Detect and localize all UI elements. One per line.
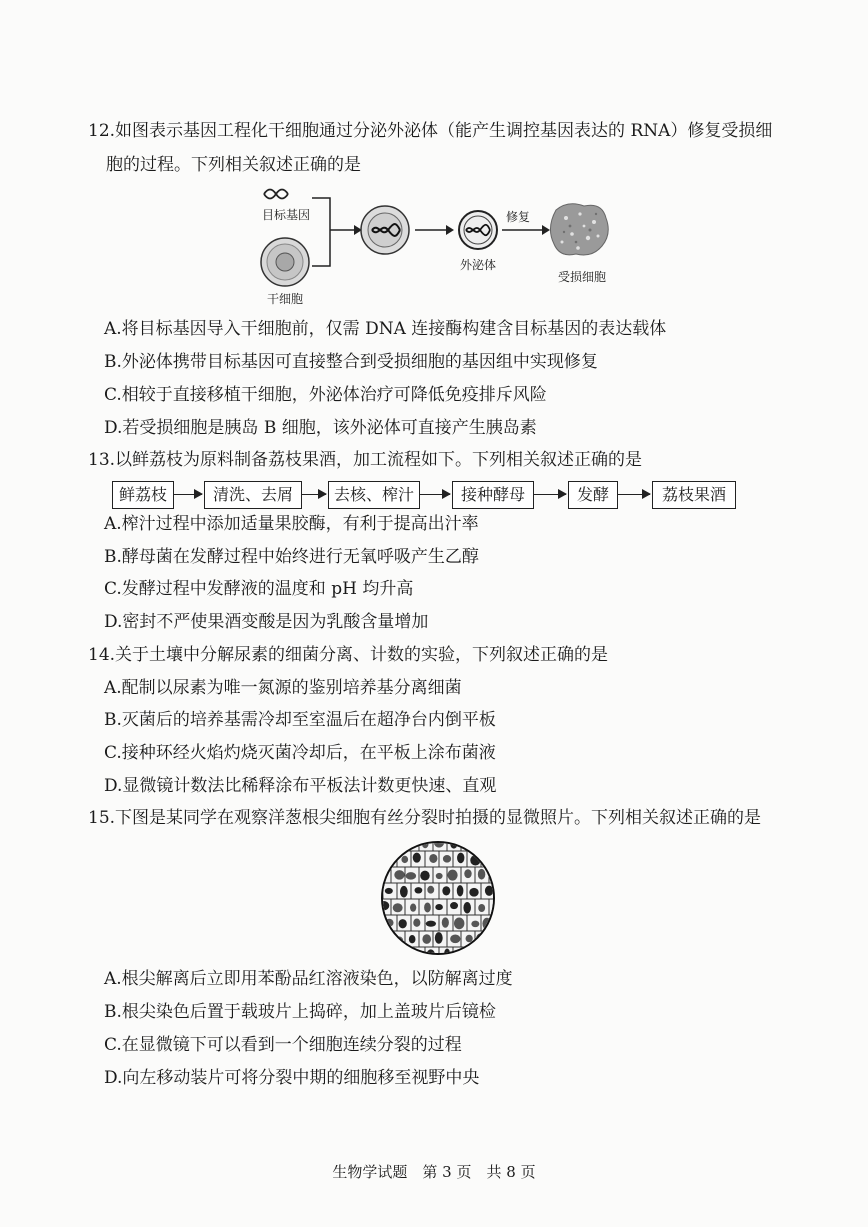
flow-arrow-1	[174, 494, 202, 495]
q15-option-b: B.根尖染色后置于载玻片上捣碎，加上盖玻片后镜检	[104, 1002, 496, 1022]
micrograph-nucleus	[422, 934, 431, 944]
micrograph-nucleus	[435, 932, 443, 944]
micrograph-cell	[481, 947, 495, 955]
micrograph-nucleus	[399, 919, 407, 928]
flow-step-4: 接种酵母	[452, 481, 534, 509]
page-footer: 生物学试题 第 3 页 共 8 页	[332, 1163, 536, 1181]
micrograph-nucleus	[393, 841, 403, 847]
micrograph-cell	[489, 841, 496, 851]
flow-step-5: 发酵	[568, 481, 618, 509]
stem-cell-label: 干细胞	[267, 292, 304, 306]
q14-option-a: A.配制以尿素为唯一氮源的鉴别培养基分离细菌	[104, 678, 462, 698]
q15-micrograph	[380, 841, 496, 955]
flow-step-3: 去核、榨汁	[328, 481, 420, 509]
micrograph-nucleus	[478, 869, 485, 880]
flow-step-2: 清洗、去屑	[204, 481, 302, 509]
micrograph-nucleus	[426, 921, 436, 927]
micrograph-nucleus	[393, 903, 403, 912]
arrow-3-head	[542, 225, 550, 235]
micrograph-nucleus	[457, 853, 464, 864]
q15-stem: 15.下图是某同学在观察洋葱根尖细胞有丝分裂时拍摄的显微照片。下列相关叙述正确的是	[88, 808, 762, 828]
q15-option-d: D.向左移动装片可将分裂中期的细胞移至视野中央	[104, 1068, 480, 1088]
q14-option-b: B.灭菌后的培养基需冷却至室温后在超净台内倒平板	[104, 710, 496, 730]
q13-option-c: C.发酵过程中发酵液的温度和 pH 均升高	[104, 579, 414, 599]
micrograph-nucleus	[442, 886, 450, 895]
damaged-cell-label: 受损细胞	[558, 270, 607, 284]
onion-root-tip-micrograph	[380, 841, 496, 955]
q13-process-flow	[112, 481, 742, 509]
flow-step-6: 荔枝果酒	[652, 481, 736, 509]
micrograph-nucleus	[450, 935, 460, 944]
micrograph-nucleus	[463, 902, 471, 913]
micrograph-nucleus	[420, 871, 429, 881]
micrograph-nucleus	[466, 935, 473, 942]
micrograph-nucleus	[450, 902, 458, 909]
micrograph-cell	[391, 931, 405, 947]
q12-option-a: A.将目标基因导入干细胞前，仅需 DNA 连接酶构建含目标基因的表达载体	[104, 319, 667, 339]
q15-option-a: A.根尖解离后立即用苯酚品红溶液染色，以防解离过度	[104, 969, 513, 989]
micrograph-cell	[495, 883, 496, 899]
micrograph-nucleus	[427, 886, 434, 894]
q12-option-b: B.外泌体携带目标基因可直接整合到受损细胞的基因组中实现修复	[104, 352, 598, 372]
q14-option-d: D.显微镜计数法比稀释涂布平板法计数更快速、直观	[104, 776, 497, 796]
q13-option-d: D.密封不严使果酒变酸是因为乳酸含量增加	[104, 612, 429, 632]
micrograph-cell	[397, 947, 411, 955]
q12-stem-line1: 12.如图表示基因工程化干细胞通过分泌外泌体（能产生调控基因表达的 RNA）修复受损细	[88, 121, 773, 141]
micrograph-nucleus	[413, 919, 420, 927]
micrograph-cell	[489, 931, 496, 947]
micrograph-nucleus	[406, 872, 416, 880]
q13-option-b: B.酵母菌在发酵过程中始终进行无氧呼吸产生乙醇	[104, 547, 479, 567]
q13-stem: 13.以鲜荔枝为原料制备荔枝果酒，加工流程如下。下列相关叙述正确的是	[88, 450, 643, 470]
q14-stem: 14.关于土壤中分解尿素的细菌分离、计数的实验，下列叙述正确的是	[88, 645, 609, 665]
arrow-2-head	[446, 225, 454, 235]
micrograph-nucleus	[413, 853, 421, 863]
micrograph-nucleus	[415, 887, 423, 893]
micrograph-nucleus	[400, 952, 408, 955]
micrograph-nucleus	[447, 870, 457, 881]
micrograph-nucleus	[484, 853, 492, 861]
q12-option-c: C.相较于直接移植干细胞，外泌体治疗可降低免疫排斥风险	[104, 385, 547, 405]
q12-figure	[250, 186, 630, 314]
micrograph-cell	[383, 947, 397, 955]
micrograph-cell	[495, 851, 496, 867]
engineered-stem-cell-icon	[361, 206, 409, 254]
micrograph-nucleus	[381, 841, 388, 847]
micrograph-nucleus	[483, 953, 492, 955]
micrograph-nucleus	[381, 935, 388, 945]
repair-label: 修复	[506, 210, 531, 224]
micrograph-nucleus	[409, 935, 416, 943]
micrograph-nucleus	[470, 950, 476, 955]
micrograph-nucleus	[478, 904, 485, 912]
q12-option-d: D.若受损细胞是胰岛 B 细胞，该外泌体可直接产生胰岛素	[104, 418, 537, 438]
micrograph-nucleus	[385, 950, 394, 955]
micrograph-cell	[391, 841, 405, 851]
merge-bracket	[312, 198, 330, 266]
dna-icon	[264, 190, 288, 199]
micrograph-nucleus	[464, 869, 471, 878]
micrograph-cell	[383, 851, 397, 867]
flow-arrow-5	[618, 494, 650, 495]
micrograph-nucleus	[436, 873, 443, 879]
micrograph-nucleus	[435, 904, 443, 910]
q13-option-a: A.榨汁过程中添加适量果胶酶，有利于提高出汁率	[104, 514, 479, 534]
micrograph-nucleus	[429, 854, 437, 863]
flow-arrow-2	[302, 494, 326, 495]
micrograph-nucleus	[465, 841, 472, 848]
micrograph-cell	[495, 915, 496, 931]
exosome-label: 外泌体	[460, 258, 497, 272]
micrograph-cell	[380, 841, 391, 851]
micrograph-nucleus	[442, 917, 449, 927]
micrograph-nucleus	[454, 918, 464, 930]
micrograph-nucleus	[492, 841, 496, 848]
micrograph-cell	[380, 931, 391, 947]
micrograph-nucleus	[471, 921, 479, 928]
target-gene-label: 目标基因	[262, 208, 311, 222]
q15-option-c: C.在显微镜下可以看到一个细胞连续分裂的过程	[104, 1035, 462, 1055]
micrograph-nucleus	[443, 855, 451, 863]
micrograph-nucleus	[457, 885, 464, 896]
damaged-cell-icon	[550, 204, 608, 255]
micrograph-nucleus	[400, 886, 408, 898]
flow-arrow-4	[534, 494, 566, 495]
micrograph-nucleus	[410, 904, 416, 912]
q14-option-c: C.接种环经火焰灼烧灭菌冷却后，在平板上涂布菌液	[104, 743, 496, 763]
micrograph-cell	[461, 841, 475, 851]
micrograph-nucleus	[469, 888, 478, 897]
micrograph-cell	[495, 947, 496, 955]
exosome-icon	[459, 211, 497, 249]
stem-cell-icon	[261, 238, 309, 286]
flow-step-1: 鲜荔枝	[112, 481, 174, 509]
micrograph-nucleus	[492, 934, 496, 941]
micrograph-nucleus	[401, 856, 408, 863]
micrograph-nucleus	[394, 870, 404, 880]
micrograph-cell	[475, 841, 489, 851]
micrograph-nucleus	[477, 841, 485, 847]
micrograph-nucleus	[424, 902, 431, 912]
q12-stem-line2: 胞的过程。下列相关叙述正确的是	[106, 155, 361, 175]
micrograph-nucleus	[385, 888, 393, 894]
micrograph-cell	[467, 947, 481, 955]
flow-arrow-3	[420, 494, 450, 495]
micrograph-nucleus	[490, 870, 496, 877]
